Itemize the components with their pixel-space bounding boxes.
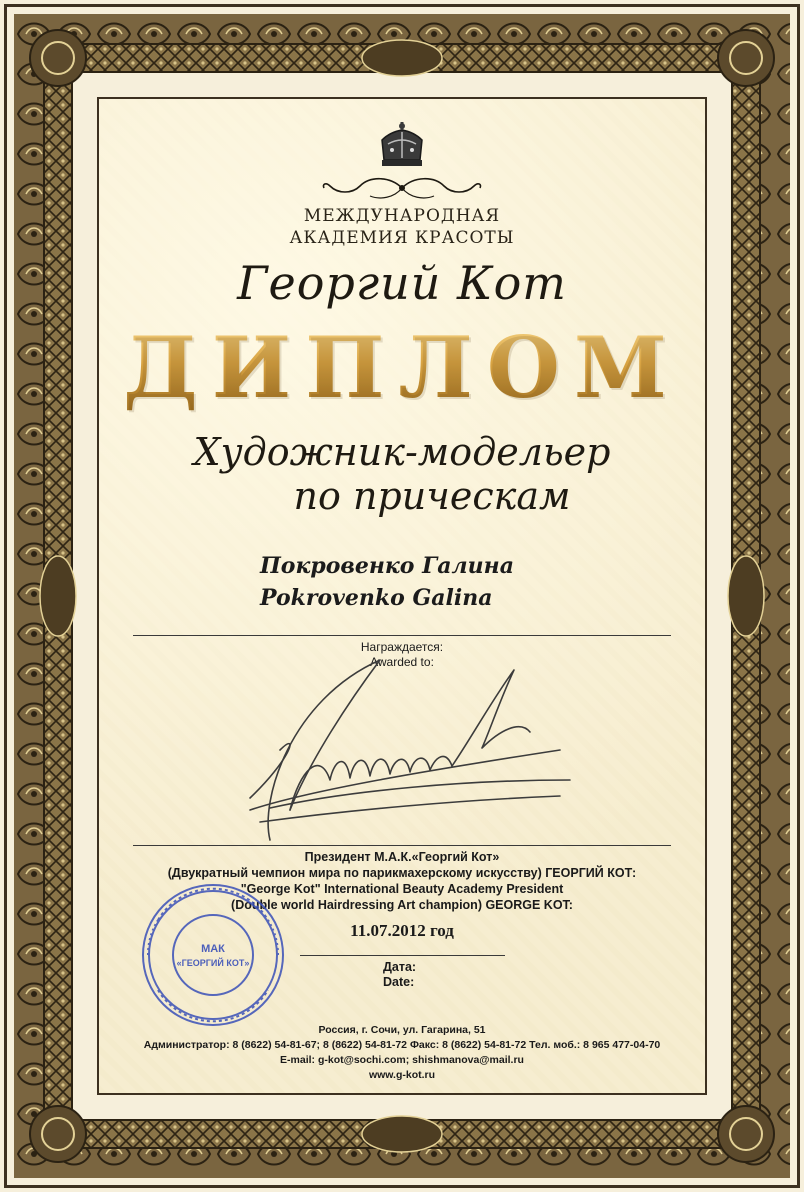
footer-phones: Администратор: 8 (8622) 54-81-67; 8 (8622) 54-81-72 Факс: 8 (8622) 54-81-72 Тел. моб.: 8 965 477-04-70	[143, 1039, 661, 1051]
official-stamp	[128, 880, 298, 1030]
flourish-ornament-icon	[320, 172, 484, 204]
date-label-ru: Дата:	[383, 960, 417, 974]
awarded-divider	[133, 635, 671, 636]
specialty-line1: Художник-модельер	[193, 430, 611, 474]
president-line4: (Double world Hairdressing Art champion) GEORGE KOT:	[231, 898, 573, 912]
date-value: 11.07.2012 год	[350, 921, 454, 940]
crown-icon	[376, 120, 428, 172]
president-line1: Президент М.А.К.«Георгий Кот»	[304, 850, 500, 864]
president-divider	[133, 845, 671, 846]
stamp-center-line2: «ГЕОРГИЙ КОТ»	[176, 958, 250, 968]
stamp-center-line1: МАК	[201, 943, 225, 955]
specialty-line2: по прическам	[293, 474, 571, 518]
awarded-label-ru: Награждается:	[360, 640, 444, 654]
president-line2: (Двукратный чемпион мира по парикмахерскому искусству) ГЕОРГИЙ КОТ:	[167, 866, 637, 880]
diploma-title: ДИПЛОМ	[0, 318, 804, 417]
academy-name-line1: МЕЖДУНАРОДНАЯ	[303, 206, 501, 226]
brand-name: Георгий Кот	[237, 256, 567, 310]
signature-image	[230, 640, 590, 860]
recipient-name-ru: Покровенко Галина	[260, 553, 514, 579]
president-line3: "George Kot" International Beauty Academy President	[240, 882, 564, 896]
academy-name-line2: АКАДЕМИЯ КРАСОТЫ	[289, 228, 515, 248]
footer-website: www.g-kot.ru	[368, 1069, 436, 1081]
recipient-name-en: Pokrovenko Galina	[260, 585, 493, 611]
date-label-en: Date:	[383, 975, 415, 989]
awarded-label-en: Awarded to:	[370, 655, 434, 669]
footer-address: Россия, г. Сочи, ул. Гагарина, 51	[318, 1024, 486, 1036]
footer-emails: E-mail: g-kot@sochi.com; shishmanova@mail.ru	[280, 1054, 524, 1066]
date-divider	[300, 955, 505, 956]
